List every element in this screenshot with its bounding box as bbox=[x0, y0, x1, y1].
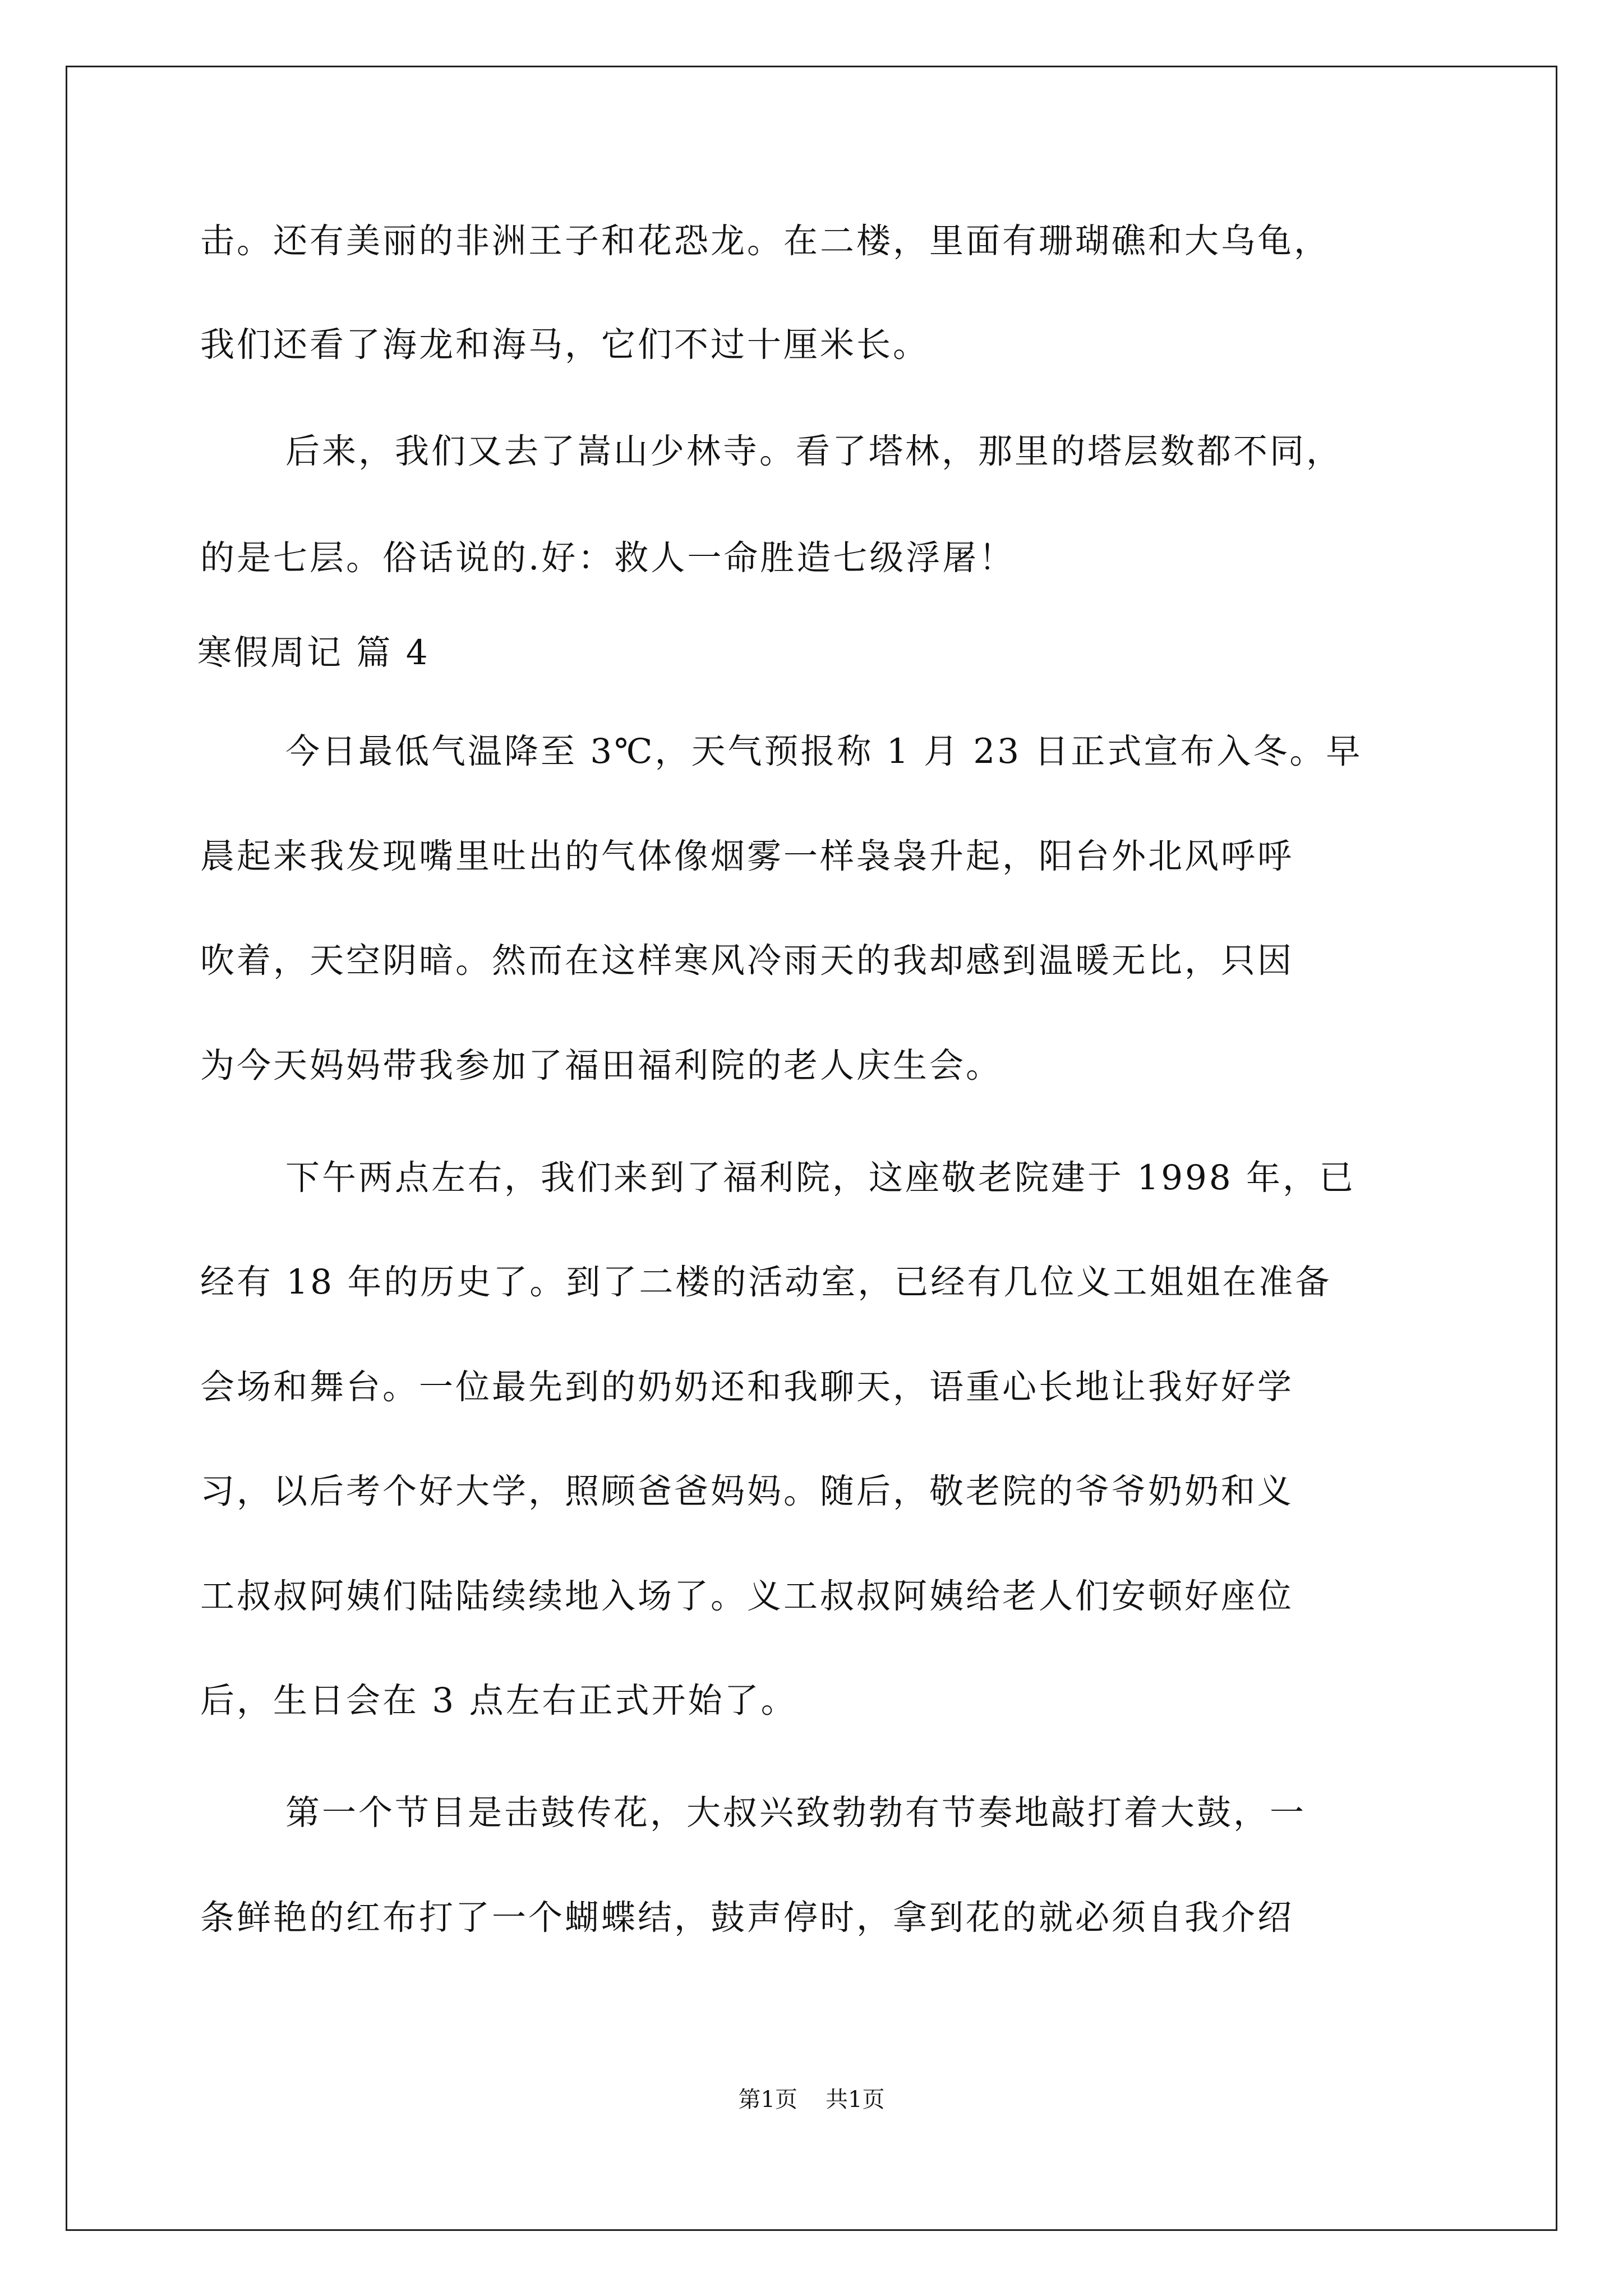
page-footer bbox=[0, 2086, 1623, 2114]
body-line: 的是七层。俗话说的.好：救人一命胜造七级浮屠！ bbox=[200, 538, 1016, 578]
paragraph-start-line: 今日最低气温降至 3℃，天气预报称 1 月 23 日正式宣布入冬。早 bbox=[285, 731, 1363, 771]
body-line: 会场和舞台。一位最先到的奶奶还和我聊天，语重心长地让我好好学 bbox=[200, 1367, 1294, 1407]
body-line: 我们还看了海龙和海马，它们不过十厘米长。 bbox=[200, 325, 930, 365]
body-line: 习，以后考个好大学，照顾爸爸妈妈。随后，敬老院的爷爷奶奶和义 bbox=[200, 1471, 1294, 1511]
body-line: 条鲜艳的红布打了一个蝴蝶结，鼓声停时，拿到花的就必须自我介绍 bbox=[200, 1898, 1294, 1938]
body-line: 晨起来我发现嘴里吐出的气体像烟雾一样袅袅升起，阳台外北风呼呼 bbox=[200, 836, 1294, 876]
body-line: 为今天妈妈带我参加了福田福利院的老人庆生会。 bbox=[200, 1046, 1003, 1085]
body-line: 后，生日会在 3 点左右正式开始了。 bbox=[200, 1681, 797, 1720]
body-line: 吹着，天空阴暗。然而在这样寒风冷雨天的我却感到温暖无比，只因 bbox=[200, 941, 1294, 981]
page-total: 共1页 bbox=[826, 2087, 885, 2113]
body-line: 击。还有美丽的非洲王子和花恐龙。在二楼，里面有珊瑚礁和大乌龟， bbox=[200, 221, 1331, 261]
paragraph-start-line: 后来，我们又去了嵩山少林寺。看了塔林，那里的塔层数都不同， bbox=[285, 431, 1343, 471]
body-line: 经有 18 年的历史了。到了二楼的活动室，已经有几位义工姐姐在准备 bbox=[200, 1262, 1332, 1302]
paragraph-start-line: 第一个节目是击鼓传花，大叔兴致勃勃有节奏地敲打着大鼓，一 bbox=[285, 1793, 1307, 1833]
section-heading: 寒假周记 篇 4 bbox=[197, 633, 430, 673]
page-number: 第1页 bbox=[738, 2087, 797, 2113]
paragraph-start-line: 下午两点左右，我们来到了福利院，这座敬老院建于 1998 年，已 bbox=[285, 1158, 1356, 1198]
body-line: 工叔叔阿姨们陆陆续续地入场了。义工叔叔阿姨给老人们安顿好座位 bbox=[200, 1576, 1294, 1616]
